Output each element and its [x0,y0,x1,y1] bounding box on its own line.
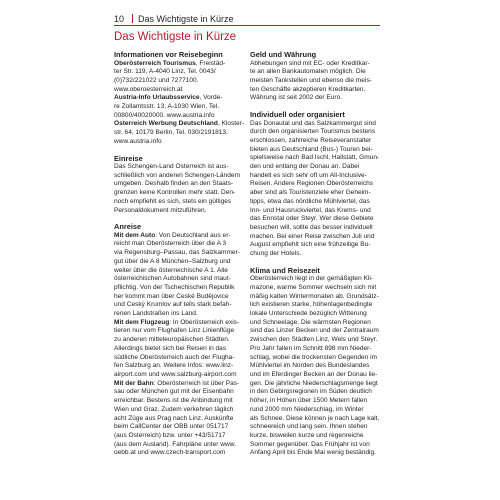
text-line [114,415,244,424]
text-line [114,319,244,328]
text-line [114,275,244,284]
text-line: als Schnee. Diese können je nach Lage kalt, [250,414,380,422]
text-line [114,60,244,69]
section-body [250,120,380,259]
line-text: sau oder München gut mit der Eisenbahn [114,388,234,396]
bold-label: Austria-Info Urlaubsservice [114,94,200,102]
text-line: Das Donautal und das Salzkammergut sind [250,119,376,127]
text-line [114,138,244,147]
right-column [250,50,380,458]
line-text: , Kloster- [217,120,244,128]
text-line [114,423,244,432]
line-text: renen Landstraßen ins Land. [114,310,198,318]
line-text: , Freistäd- [195,59,226,67]
line-text: pflichtig. Von der Tschechischen Republik [114,283,235,291]
text-line [114,380,244,389]
section-heading: Anreise [114,222,142,232]
text-line [114,371,244,380]
text-line: lokale Unterschiede bezüglich Witterung [250,310,367,318]
text-line: grenzen keine Kontrollen mehr statt. Den- [114,189,236,197]
line-text: reicht man Oberösterreich über die A 3 [114,240,227,248]
text-line: rund 2000 mm Niederschlag, im Winter [250,405,364,413]
line-text: ter Str. 119, A-4040 Linz, Tel. 0043/ [114,68,216,76]
section-einreise [114,154,244,216]
line-text: www.austria.info [114,137,162,145]
line-text: : Von Deutschland aus er- [155,231,231,239]
text-line: mazone, warme Sommer wechseln sich mit [250,283,377,291]
text-line [114,362,244,371]
text-line: te an allen Bankautomaten möglich. Die [250,68,366,76]
text-line [114,406,244,415]
text-line [114,258,244,267]
text-line: und im Eferdinger Becken an der Donau lie- [250,371,378,378]
text-line: gen. Die jährliche Niederschlagsmenge liegt [250,379,378,387]
line-text: zu anderen mitteleuropäischen Städten. [114,336,230,344]
text-line: kurze, bisweilen kurze und regenreiche [250,431,364,439]
section-body [114,60,244,147]
line-text: str. 64, 10179 Berlin, Tel. 030/2191813. [114,129,228,137]
text-line: höher, in Höhen über 1500 Metern fallen [250,397,368,405]
text-line [114,284,244,293]
text-line: sind das Linzer Becken und der Zentralraum [250,327,379,335]
text-line: und Schneelage. Die wärmsten Regionen [250,318,371,326]
bold-label: Österreich Werbung Deutschland [114,120,218,128]
text-line: besuchen will, sollte das besser individuell [250,223,373,231]
text-line: Währung ist seit 2002 der Euro. [250,94,343,102]
text-line: Oberösterreich liegt in der gemäßigten Kli- [250,275,373,283]
section-anreise [114,222,244,458]
bold-label: Mit dem Flugzeug [114,318,170,326]
text-line [114,336,244,345]
text-line [114,129,244,138]
bold-label: Mit dem Auto [114,231,156,239]
line-text: Wien und Graz. Zudem verkehren täglich [114,405,234,413]
line-text: airport.com und www.salzburg-airport.com [114,371,237,378]
text-line [114,249,244,258]
text-line: meisten Tankstellen und ebenso die meis- [250,76,372,84]
page-number: 10 [114,14,125,24]
text-line: August empfiehlt sich eine frühzeitige Bu- [250,241,371,249]
text-line: noch empfiehlt es sich, stets ein gültiges [114,197,232,205]
text-line: schneereich und lang sein. Ihnen stehen [250,423,368,431]
text-line [114,293,244,302]
text-line [114,397,244,406]
section-heading: Klima und Reisezeit [250,265,320,275]
section-geld [250,50,380,103]
section-body [250,60,380,104]
running-title: Das Wichtigste in Kürze [138,14,234,24]
text-line: aber sind als Touristenziele eher Geheim- [250,189,371,197]
section-heading: Einreise [114,153,143,163]
text-line [114,232,244,241]
header-rule [114,25,380,26]
line-text: beim CallCenter der ÖBB unter 051717 [114,423,229,431]
text-line [114,388,244,397]
text-line: Pro Jahr fallen im Schnitt 898 mm Nieder- [250,344,372,352]
line-text: : Oberösterreich ist über Pas- [153,379,240,387]
chapter-title: Das Wichtigste in Kürze [114,31,237,43]
text-line: mäßig kalten Wintermonaten ab. Grundsätz- [250,292,379,300]
text-line: Anfang April bis Ende Mai wenig beständig. [250,449,376,457]
text-line [114,120,244,129]
line-text: acht Züge aus Prag nach Linz. Auskünfte [114,414,234,422]
header-separator [132,14,133,23]
text-line: machen. Bei einer Reise zwischen Juli und [250,232,375,240]
section-heading: Geld und Währung [250,50,317,59]
text-line [114,345,244,354]
text-line [114,240,244,249]
text-line [114,77,244,86]
text-line [114,354,244,363]
section-individuell [250,110,380,259]
text-line: ten Geschäfte akzeptieren Kreditkarten. [250,85,366,93]
running-head [114,12,380,26]
text-line: schlag, wobei die trockensten Gegenden im [250,353,378,361]
line-text: via Regensburg–Passau, das Salzkammer- [114,249,240,257]
text-line [114,94,244,103]
text-line: Abhebungen sind mit EC- oder Kreditkar- [250,59,370,67]
line-text: österreichischen Autobahnen sind maut- [114,275,231,283]
line-text: (aus Österreich) bzw. unter +43/51717 [114,431,226,439]
line-text: (aus dem Ausland). Fahrpläne unter www. [114,440,236,448]
line-text: tieren nur vom Flughafen Linz Linienflüge [114,327,235,335]
left-column [114,50,244,458]
text-line [114,267,244,276]
text-line [114,301,244,310]
text-line [114,86,244,95]
text-line: tipps, etwa das nördliche Mühlviertel, das [250,197,370,205]
text-line: spielsweise nach Bad Ischl, Hallstatt, Gmun- [250,154,380,162]
text-line: Reisen. Andere Regionen Oberösterreichs [250,180,374,188]
text-line: Inn- und Hausruckviertel, das Krems- und [250,206,371,214]
text-line [114,432,244,441]
line-text: erreichbar. Bestens ist die Anbindung mit [114,397,233,405]
text-line [114,310,244,319]
text-line: den und entlang der Donau an. Dabei [250,163,360,171]
text-line: in den Gebirgsregionen im Süden deutlich [250,388,372,396]
line-text: gut über die A 8 München–Salzburg und [114,257,231,265]
text-line: chung der Hotels. [250,250,302,258]
text-line [114,327,244,336]
line-text: 00800/40020000. www.austria.info [114,111,215,119]
section-informationen [114,50,244,147]
text-line: handelt es sich sehr oft um All-Inclusive- [250,171,367,179]
bold-label: Mit der Bahn [114,379,154,387]
text-line: zwischen den Städten Linz, Wels und Steyr. [250,336,378,344]
section-body [250,275,380,458]
line-text: oebb.at und www.czech-transport.com [114,449,226,457]
line-text: www.oberoesterreich.at [114,85,183,93]
line-text: und Český Krumlov auf teils stark befah- [114,301,232,309]
text-line: Das Schengen-Land Österreich ist aus- [114,163,229,171]
section-body [114,163,244,215]
section-heading: Individuell oder organisiert [250,110,345,120]
line-text: Allerdings bietet sich bei Reisen in das [114,344,227,352]
text-line: das Ennstal oder Steyr. Wer diese Gebiete [250,215,374,223]
line-text: , Vorde- [199,94,223,102]
section-heading: Informationen vor Reisebeginn [114,50,223,59]
section-klima [250,266,380,458]
text-line: durch den organisierten Tourismus bestens [250,128,376,136]
text-line: erschlossen, zahlreiche Reiseveranstalter [250,136,372,144]
line-text: re Zollamtsstr. 13, A-1030 Wien, Tel. [114,103,220,111]
section-body [114,232,244,458]
text-line [114,68,244,77]
text-line: umgeben. Deshalb finden an den Staats- [114,180,234,188]
text-line: schließlich von anderen Schengen-Ländern [114,171,241,179]
text-line [114,449,244,458]
text-line: Sommer gegenüber. Das Frühjahr ist von [250,440,370,448]
text-line: bieten aus Deutschland (Bus-) Touren bei- [250,145,373,153]
text-line [114,112,244,121]
text-line: Personaldokument mitzuführen. [114,206,207,214]
line-text: her kommt man über České Budějovice [114,292,229,300]
text-line [114,103,244,112]
text-line: lich existieren starke, höhenlagenbedingte [250,301,373,309]
line-text: (0)732/221022 und 7277100. [114,76,199,84]
bold-label: Oberösterreich Tourismus [114,59,196,67]
line-text: : In Oberösterreich exis- [169,318,240,326]
line-text: weiter über die österreichische A 1. Alle [114,266,228,274]
line-text: fen Salzburg an. Weitere Infos: www.linz- [114,362,234,370]
text-line: Mühlviertel im Norden des Bundeslandes [250,362,370,370]
text-line [114,441,244,450]
line-text: südliche Oberösterreich auch der Flugha- [114,353,235,361]
